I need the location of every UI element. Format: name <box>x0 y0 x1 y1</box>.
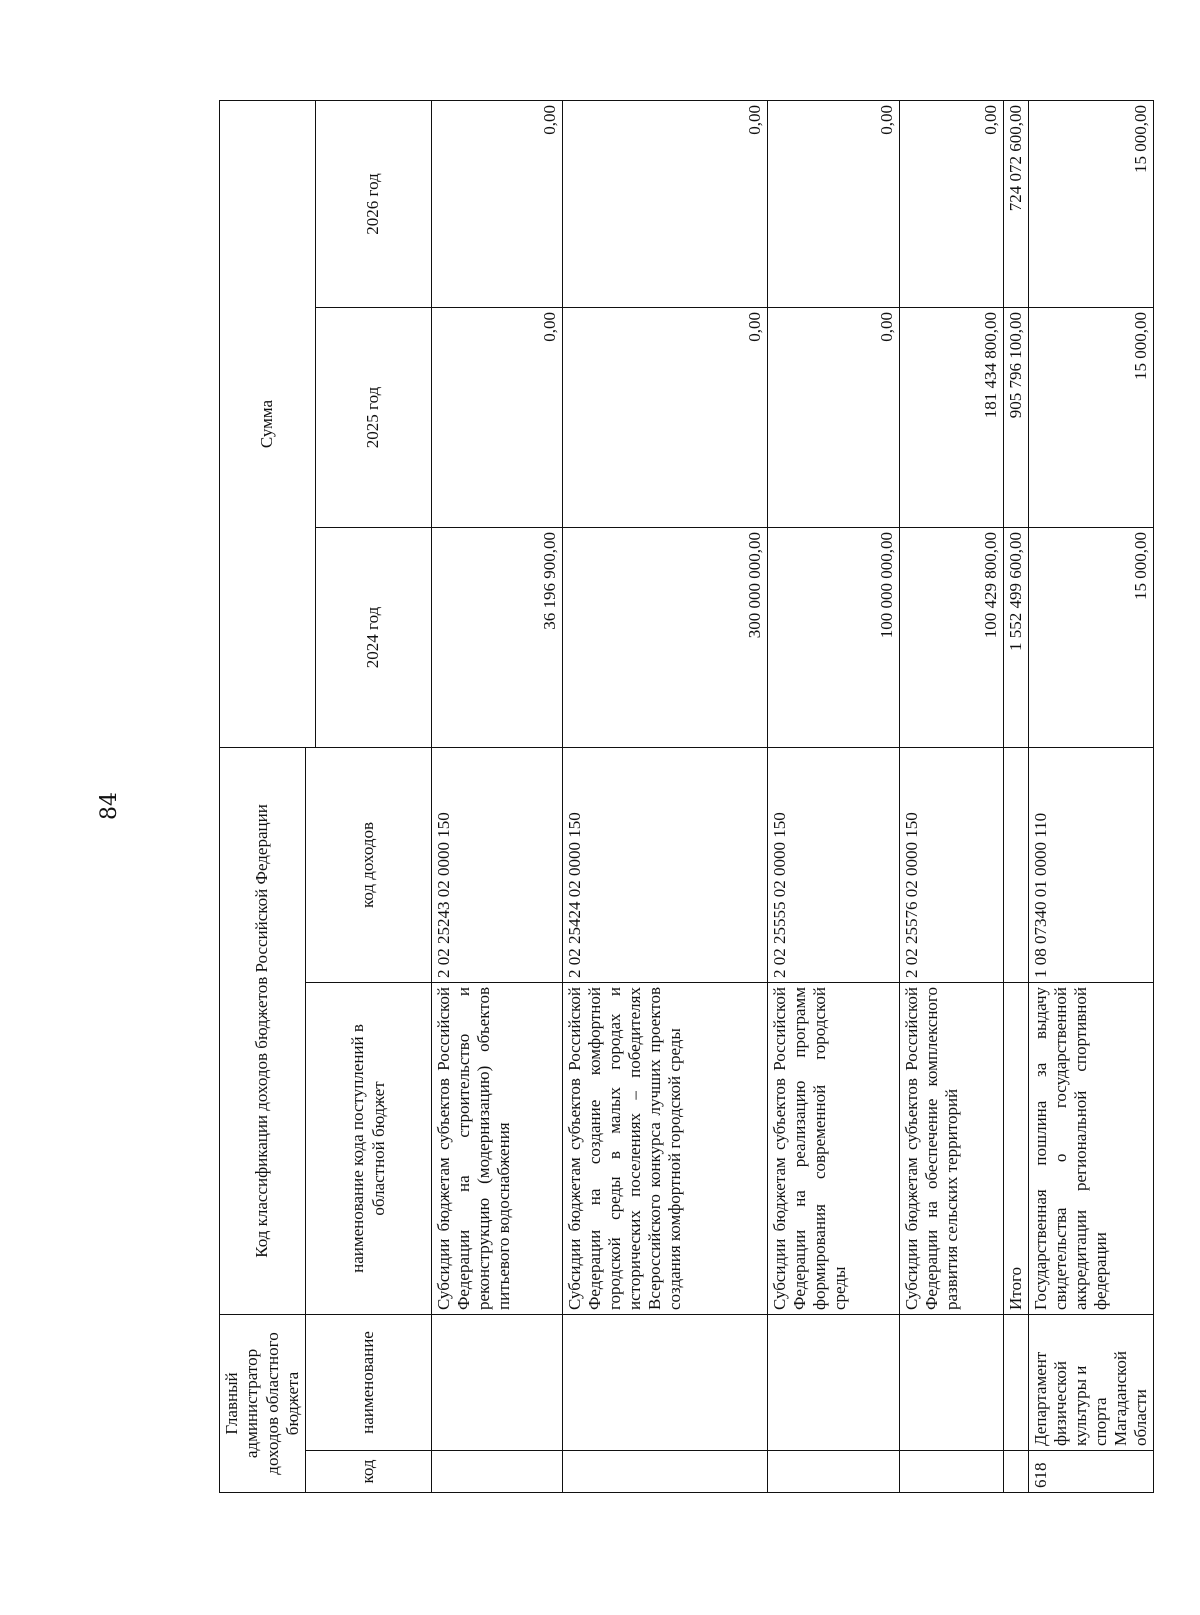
row-2024-cell: 100 000 000,00 <box>768 527 900 747</box>
table-row <box>768 100 900 1492</box>
table-row <box>900 100 1004 1492</box>
row-2024-cell: 100 429 800,00 <box>900 527 1004 747</box>
col-income-code-header: код доходов <box>306 747 432 982</box>
row-code-cell <box>432 1451 563 1493</box>
total-2025-cell: 905 796 100,00 <box>1004 307 1029 527</box>
col-income-name-header: наименование кода поступлений в областной бюджет <box>306 983 432 1315</box>
row-2025-cell: 15 000,00 <box>1029 307 1154 527</box>
row-name-cell <box>563 1315 768 1451</box>
row-income-code-cell: 2 02 25576 02 0000 150 <box>900 747 1004 982</box>
row-2026-cell: 0,00 <box>768 100 900 307</box>
row-2025-cell: 0,00 <box>563 307 768 527</box>
row-2024-cell: 15 000,00 <box>1029 527 1154 747</box>
row-2026-cell: 0,00 <box>563 100 768 307</box>
classification-group-header: Код классификации доходов бюджетов Российской Федерации <box>220 747 306 1314</box>
table-row <box>1029 100 1154 1492</box>
col-2025-header: 2025 год <box>316 307 432 527</box>
row-name-cell <box>432 1315 563 1451</box>
admin-group-header: Главный администратор доходов областного бюджета <box>220 1315 306 1493</box>
col-name-header: наименование <box>306 1315 432 1451</box>
row-income-code-cell: 1 08 07340 01 0000 110 <box>1029 747 1154 982</box>
total-row <box>1004 100 1029 1492</box>
row-code-cell <box>768 1451 900 1493</box>
row-code-cell <box>563 1451 768 1493</box>
row-2026-cell: 15 000,00 <box>1029 100 1154 307</box>
sum-group-header: Сумма <box>220 100 316 747</box>
row-income-name-cell: Субсидии бюджетам субъектов Российской Федерации на обеспечение комплексного развития сельских территорий <box>900 983 1004 1315</box>
row-code-cell: 618 <box>1029 1451 1154 1493</box>
row-2026-cell: 0,00 <box>432 100 563 307</box>
col-2026-header: 2026 год <box>316 100 432 307</box>
row-income-code-cell: 2 02 25555 02 0000 150 <box>768 747 900 982</box>
row-2026-cell: 0,00 <box>900 100 1004 307</box>
total-income-code-cell <box>1004 747 1029 982</box>
row-name-cell <box>900 1315 1004 1451</box>
total-code-cell <box>1004 1451 1029 1493</box>
row-income-name-cell: Государственная пошлина за выдачу свидетельства о государственной аккредитации региональной спортивной федерации <box>1029 983 1154 1315</box>
row-income-name-cell: Субсидии бюджетам субъектов Российской Федерации на реализацию программ формирования современной городской среды <box>768 983 900 1315</box>
total-2024-cell: 1 552 499 600,00 <box>1004 527 1029 747</box>
row-name-cell <box>768 1315 900 1451</box>
row-2025-cell: 181 434 800,00 <box>900 307 1004 527</box>
budget-revenue-table <box>219 100 1154 1493</box>
table-row <box>432 100 563 1492</box>
budget-table-container <box>219 101 1151 1493</box>
row-income-name-cell: Субсидии бюджетам субъектов Российской Федерации на строительство и реконструкцию (модернизацию) объектов питьевого водоснабжения <box>432 983 563 1315</box>
header-row-1 <box>220 100 306 1492</box>
total-2026-cell: 724 072 600,00 <box>1004 100 1029 307</box>
row-2024-cell: 36 196 900,00 <box>432 527 563 747</box>
row-income-code-cell: 2 02 25243 02 0000 150 <box>432 747 563 982</box>
total-name-cell <box>1004 1315 1029 1451</box>
row-code-cell <box>900 1451 1004 1493</box>
row-2025-cell: 0,00 <box>768 307 900 527</box>
row-income-code-cell: 2 02 25424 02 0000 150 <box>563 747 768 982</box>
col-code-header: код <box>306 1451 432 1493</box>
total-label: Итого <box>1004 983 1029 1315</box>
budget-table-rotated <box>219 101 1151 1493</box>
row-2025-cell: 0,00 <box>432 307 563 527</box>
col-2024-header: 2024 год <box>316 527 432 747</box>
page-number: 84 <box>97 792 122 820</box>
row-income-name-cell: Субсидии бюджетам субъектов Российской Федерации на создание комфортной городской среды в малых городах и исторических поселениях – победителях Всероссийского конкурса лучших проектов создания комфортной городской среды <box>563 983 768 1315</box>
row-2024-cell: 300 000 000,00 <box>563 527 768 747</box>
table-row <box>563 100 768 1492</box>
row-name-cell: Департамент физической культуры и спорта Магаданской области <box>1029 1315 1154 1451</box>
